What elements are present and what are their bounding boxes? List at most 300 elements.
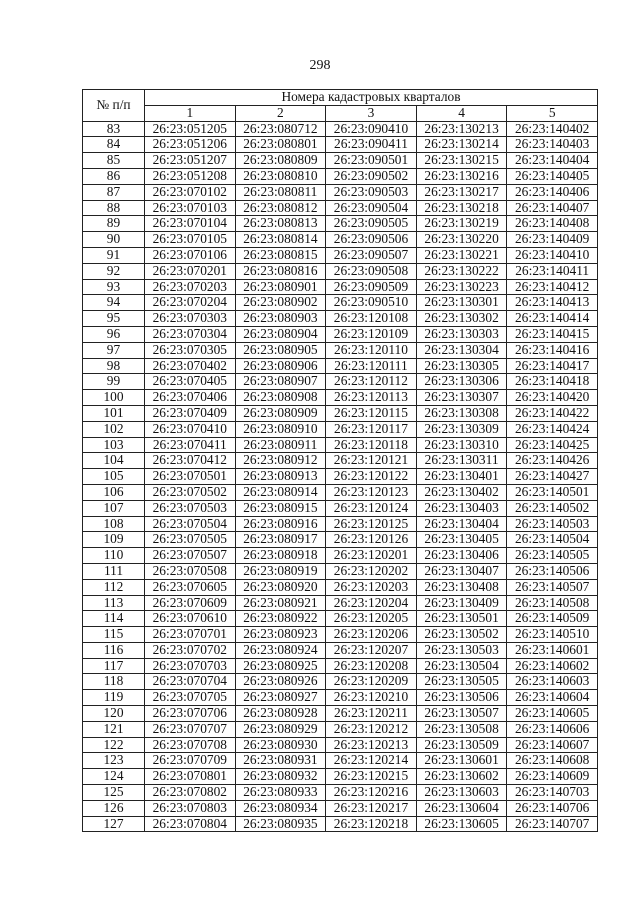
row-number-cell: 88	[83, 200, 145, 216]
cadastral-cell-4: 26:23:130404	[416, 516, 507, 532]
cadastral-cell-2: 26:23:080926	[235, 674, 326, 690]
cadastral-cell-5: 26:23:140407	[507, 200, 598, 216]
table-row	[83, 374, 598, 390]
cadastral-cell-2: 26:23:080933	[235, 785, 326, 801]
cadastral-cell-2: 26:23:080916	[235, 516, 326, 532]
table-row	[83, 437, 598, 453]
cadastral-cell-5: 26:23:140427	[507, 469, 598, 485]
table-row	[83, 642, 598, 658]
cadastral-cell-5: 26:23:140607	[507, 737, 598, 753]
cadastral-cell-3: 26:23:120206	[326, 627, 417, 643]
cadastral-cell-3: 26:23:090509	[326, 279, 417, 295]
row-number-cell: 85	[83, 153, 145, 169]
cadastral-cell-5: 26:23:140505	[507, 548, 598, 564]
cadastral-cell-2: 26:23:080928	[235, 706, 326, 722]
cadastral-cell-3: 26:23:120205	[326, 611, 417, 627]
cadastral-cell-4: 26:23:130218	[416, 200, 507, 216]
cadastral-cell-4: 26:23:130601	[416, 753, 507, 769]
cadastral-cell-3: 26:23:120121	[326, 453, 417, 469]
table-row	[83, 484, 598, 500]
cadastral-cell-4: 26:23:130216	[416, 168, 507, 184]
cadastral-cell-4: 26:23:130406	[416, 548, 507, 564]
cadastral-cell-1: 26:23:070411	[145, 437, 236, 453]
table-row	[83, 232, 598, 248]
cadastral-cell-2: 26:23:080917	[235, 532, 326, 548]
cadastral-cell-4: 26:23:130604	[416, 800, 507, 816]
cadastral-cell-3: 26:23:120202	[326, 563, 417, 579]
table-row	[83, 721, 598, 737]
cadastral-cell-4: 26:23:130311	[416, 453, 507, 469]
header-column-3: 3	[326, 105, 417, 121]
cadastral-cell-4: 26:23:130408	[416, 579, 507, 595]
cadastral-cell-3: 26:23:120204	[326, 595, 417, 611]
cadastral-cell-2: 26:23:080932	[235, 769, 326, 785]
row-number-cell: 107	[83, 500, 145, 516]
cadastral-cell-2: 26:23:080901	[235, 279, 326, 295]
cadastral-cell-1: 26:23:070801	[145, 769, 236, 785]
row-number-cell: 86	[83, 168, 145, 184]
row-number-cell: 83	[83, 121, 145, 137]
table-row	[83, 548, 598, 564]
cadastral-cell-2: 26:23:080810	[235, 168, 326, 184]
cadastral-cell-1: 26:23:070203	[145, 279, 236, 295]
cadastral-cell-4: 26:23:130222	[416, 263, 507, 279]
cadastral-cell-5: 26:23:140418	[507, 374, 598, 390]
cadastral-cell-2: 26:23:080809	[235, 153, 326, 169]
cadastral-cell-3: 26:23:120201	[326, 548, 417, 564]
cadastral-cell-2: 26:23:080910	[235, 421, 326, 437]
table-row	[83, 690, 598, 706]
page-number: 298	[309, 58, 331, 73]
cadastral-cell-5: 26:23:140707	[507, 816, 598, 832]
cadastral-cell-1: 26:23:070802	[145, 785, 236, 801]
cadastral-cell-3: 26:23:090505	[326, 216, 417, 232]
row-number-cell: 109	[83, 532, 145, 548]
row-number-cell: 126	[83, 800, 145, 816]
cadastral-cell-5: 26:23:140422	[507, 405, 598, 421]
cadastral-cell-1: 26:23:070702	[145, 642, 236, 658]
cadastral-cell-2: 26:23:080919	[235, 563, 326, 579]
cadastral-cell-2: 26:23:080902	[235, 295, 326, 311]
table-row	[83, 611, 598, 627]
cadastral-cell-3: 26:23:120216	[326, 785, 417, 801]
cadastral-cell-1: 26:23:070705	[145, 690, 236, 706]
cadastral-cell-4: 26:23:130504	[416, 658, 507, 674]
cadastral-cell-1: 26:23:070609	[145, 595, 236, 611]
table-row	[83, 153, 598, 169]
cadastral-cell-2: 26:23:080935	[235, 816, 326, 832]
cadastral-cell-4: 26:23:130219	[416, 216, 507, 232]
table-row	[83, 200, 598, 216]
row-number-cell: 103	[83, 437, 145, 453]
cadastral-cell-3: 26:23:120110	[326, 342, 417, 358]
table-row	[83, 753, 598, 769]
cadastral-cell-3: 26:23:120209	[326, 674, 417, 690]
header-column-4: 4	[416, 105, 507, 121]
cadastral-table	[82, 89, 598, 832]
cadastral-cell-1: 26:23:070412	[145, 453, 236, 469]
cadastral-cell-3: 26:23:120210	[326, 690, 417, 706]
cadastral-cell-5: 26:23:140502	[507, 500, 598, 516]
cadastral-cell-1: 26:23:070105	[145, 232, 236, 248]
table-row	[83, 627, 598, 643]
cadastral-cell-3: 26:23:120217	[326, 800, 417, 816]
cadastral-cell-4: 26:23:130221	[416, 247, 507, 263]
row-number-cell: 105	[83, 469, 145, 485]
table-row	[83, 184, 598, 200]
cadastral-cell-3: 26:23:090510	[326, 295, 417, 311]
table-row	[83, 390, 598, 406]
table-row	[83, 358, 598, 374]
table-row	[83, 326, 598, 342]
cadastral-cell-4: 26:23:130503	[416, 642, 507, 658]
cadastral-cell-4: 26:23:130309	[416, 421, 507, 437]
table-row	[83, 737, 598, 753]
cadastral-cell-1: 26:23:070102	[145, 184, 236, 200]
cadastral-cell-5: 26:23:140425	[507, 437, 598, 453]
cadastral-cell-1: 26:23:070402	[145, 358, 236, 374]
cadastral-cell-4: 26:23:130220	[416, 232, 507, 248]
cadastral-cell-4: 26:23:130213	[416, 121, 507, 137]
cadastral-cell-1: 26:23:070706	[145, 706, 236, 722]
cadastral-cell-4: 26:23:130308	[416, 405, 507, 421]
cadastral-cell-3: 26:23:120112	[326, 374, 417, 390]
row-number-cell: 99	[83, 374, 145, 390]
cadastral-cell-1: 26:23:070104	[145, 216, 236, 232]
cadastral-cell-4: 26:23:130507	[416, 706, 507, 722]
cadastral-cell-2: 26:23:080909	[235, 405, 326, 421]
cadastral-cell-1: 26:23:051205	[145, 121, 236, 137]
cadastral-cell-3: 26:23:120218	[326, 816, 417, 832]
cadastral-cell-1: 26:23:070701	[145, 627, 236, 643]
table-row	[83, 706, 598, 722]
cadastral-cell-5: 26:23:140503	[507, 516, 598, 532]
cadastral-cell-5: 26:23:140409	[507, 232, 598, 248]
cadastral-cell-3: 26:23:090502	[326, 168, 417, 184]
cadastral-cell-2: 26:23:080912	[235, 453, 326, 469]
cadastral-cell-5: 26:23:140413	[507, 295, 598, 311]
cadastral-cell-3: 26:23:120203	[326, 579, 417, 595]
cadastral-cell-3: 26:23:090501	[326, 153, 417, 169]
cadastral-cell-5: 26:23:140411	[507, 263, 598, 279]
cadastral-cell-4: 26:23:130214	[416, 137, 507, 153]
cadastral-cell-4: 26:23:130605	[416, 816, 507, 832]
row-number-cell: 117	[83, 658, 145, 674]
cadastral-cell-3: 26:23:090507	[326, 247, 417, 263]
cadastral-cell-1: 26:23:070605	[145, 579, 236, 595]
header-group-title: Номера кадастровых кварталов	[145, 90, 598, 106]
table-row	[83, 121, 598, 137]
table-row	[83, 453, 598, 469]
row-number-cell: 121	[83, 721, 145, 737]
table-row	[83, 785, 598, 801]
cadastral-cell-1: 26:23:070502	[145, 484, 236, 500]
cadastral-cell-2: 26:23:080931	[235, 753, 326, 769]
cadastral-cell-5: 26:23:140414	[507, 311, 598, 327]
row-number-cell: 116	[83, 642, 145, 658]
cadastral-cell-2: 26:23:080906	[235, 358, 326, 374]
cadastral-cell-3: 26:23:120109	[326, 326, 417, 342]
cadastral-cell-1: 26:23:070707	[145, 721, 236, 737]
cadastral-cell-1: 26:23:070610	[145, 611, 236, 627]
cadastral-cell-3: 26:23:090504	[326, 200, 417, 216]
row-number-cell: 106	[83, 484, 145, 500]
cadastral-cell-3: 26:23:120108	[326, 311, 417, 327]
row-number-cell: 102	[83, 421, 145, 437]
cadastral-cell-5: 26:23:140410	[507, 247, 598, 263]
cadastral-cell-2: 26:23:080913	[235, 469, 326, 485]
cadastral-cell-5: 26:23:140504	[507, 532, 598, 548]
cadastral-cell-1: 26:23:070405	[145, 374, 236, 390]
cadastral-cell-1: 26:23:070201	[145, 263, 236, 279]
cadastral-cell-1: 26:23:070504	[145, 516, 236, 532]
row-number-cell: 127	[83, 816, 145, 832]
header-column-5: 5	[507, 105, 598, 121]
cadastral-cell-5: 26:23:140404	[507, 153, 598, 169]
cadastral-cell-5: 26:23:140501	[507, 484, 598, 500]
cadastral-cell-2: 26:23:080811	[235, 184, 326, 200]
table-row	[83, 595, 598, 611]
cadastral-cell-5: 26:23:140416	[507, 342, 598, 358]
cadastral-cell-5: 26:23:140426	[507, 453, 598, 469]
cadastral-cell-1: 26:23:070703	[145, 658, 236, 674]
cadastral-cell-5: 26:23:140609	[507, 769, 598, 785]
row-number-cell: 89	[83, 216, 145, 232]
cadastral-cell-1: 26:23:070204	[145, 295, 236, 311]
cadastral-cell-2: 26:23:080905	[235, 342, 326, 358]
cadastral-cell-3: 26:23:120207	[326, 642, 417, 658]
row-number-cell: 114	[83, 611, 145, 627]
row-number-cell: 101	[83, 405, 145, 421]
cadastral-cell-3: 26:23:120211	[326, 706, 417, 722]
cadastral-cell-3: 26:23:120213	[326, 737, 417, 753]
table-row	[83, 137, 598, 153]
cadastral-cell-2: 26:23:080816	[235, 263, 326, 279]
table-row	[83, 405, 598, 421]
cadastral-cell-2: 26:23:080915	[235, 500, 326, 516]
cadastral-cell-4: 26:23:130602	[416, 769, 507, 785]
row-number-cell: 92	[83, 263, 145, 279]
cadastral-cell-2: 26:23:080801	[235, 137, 326, 153]
row-number-cell: 118	[83, 674, 145, 690]
cadastral-cell-4: 26:23:130303	[416, 326, 507, 342]
cadastral-cell-3: 26:23:120215	[326, 769, 417, 785]
cadastral-cell-5: 26:23:140405	[507, 168, 598, 184]
row-number-cell: 95	[83, 311, 145, 327]
row-number-cell: 112	[83, 579, 145, 595]
cadastral-cell-1: 26:23:070409	[145, 405, 236, 421]
cadastral-cell-2: 26:23:080914	[235, 484, 326, 500]
cadastral-cell-3: 26:23:090506	[326, 232, 417, 248]
cadastral-cell-5: 26:23:140402	[507, 121, 598, 137]
cadastral-cell-2: 26:23:080929	[235, 721, 326, 737]
cadastral-cell-5: 26:23:140417	[507, 358, 598, 374]
cadastral-cell-1: 26:23:051207	[145, 153, 236, 169]
table-row	[83, 769, 598, 785]
cadastral-cell-4: 26:23:130501	[416, 611, 507, 627]
row-number-cell: 113	[83, 595, 145, 611]
row-number-cell: 94	[83, 295, 145, 311]
row-number-cell: 122	[83, 737, 145, 753]
table-row	[83, 658, 598, 674]
cadastral-cell-5: 26:23:140507	[507, 579, 598, 595]
cadastral-cell-4: 26:23:130306	[416, 374, 507, 390]
row-number-cell: 90	[83, 232, 145, 248]
table-row	[83, 563, 598, 579]
cadastral-cell-2: 26:23:080813	[235, 216, 326, 232]
cadastral-cell-5: 26:23:140602	[507, 658, 598, 674]
cadastral-cell-5: 26:23:140608	[507, 753, 598, 769]
cadastral-cell-3: 26:23:090410	[326, 121, 417, 137]
table-row	[83, 469, 598, 485]
cadastral-cell-4: 26:23:130403	[416, 500, 507, 516]
cadastral-cell-3: 26:23:120126	[326, 532, 417, 548]
cadastral-cell-1: 26:23:070508	[145, 563, 236, 579]
cadastral-cell-2: 26:23:080911	[235, 437, 326, 453]
cadastral-cell-5: 26:23:140509	[507, 611, 598, 627]
cadastral-cell-4: 26:23:130509	[416, 737, 507, 753]
cadastral-cell-1: 26:23:070803	[145, 800, 236, 816]
row-number-cell: 108	[83, 516, 145, 532]
cadastral-cell-1: 26:23:070507	[145, 548, 236, 564]
cadastral-cell-2: 26:23:080924	[235, 642, 326, 658]
cadastral-cell-4: 26:23:130506	[416, 690, 507, 706]
cadastral-cell-5: 26:23:140605	[507, 706, 598, 722]
cadastral-cell-2: 26:23:080907	[235, 374, 326, 390]
table-row	[83, 532, 598, 548]
cadastral-cell-3: 26:23:120208	[326, 658, 417, 674]
cadastral-cell-1: 26:23:051208	[145, 168, 236, 184]
cadastral-cell-2: 26:23:080934	[235, 800, 326, 816]
cadastral-cell-3: 26:23:120123	[326, 484, 417, 500]
cadastral-cell-4: 26:23:130217	[416, 184, 507, 200]
cadastral-cell-1: 26:23:070106	[145, 247, 236, 263]
cadastral-cell-1: 26:23:070708	[145, 737, 236, 753]
cadastral-cell-2: 26:23:080920	[235, 579, 326, 595]
cadastral-cell-5: 26:23:140601	[507, 642, 598, 658]
cadastral-cell-5: 26:23:140510	[507, 627, 598, 643]
cadastral-cell-4: 26:23:130508	[416, 721, 507, 737]
table-row	[83, 816, 598, 832]
cadastral-cell-5: 26:23:140406	[507, 184, 598, 200]
cadastral-cell-1: 26:23:070804	[145, 816, 236, 832]
row-number-cell: 110	[83, 548, 145, 564]
cadastral-cell-2: 26:23:080921	[235, 595, 326, 611]
cadastral-cell-4: 26:23:130304	[416, 342, 507, 358]
table-row	[83, 311, 598, 327]
header-column-2: 2	[235, 105, 326, 121]
row-number-cell: 111	[83, 563, 145, 579]
cadastral-cell-2: 26:23:080712	[235, 121, 326, 137]
cadastral-cell-4: 26:23:130401	[416, 469, 507, 485]
table-row	[83, 279, 598, 295]
table-row	[83, 168, 598, 184]
cadastral-cell-2: 26:23:080815	[235, 247, 326, 263]
cadastral-cell-4: 26:23:130310	[416, 437, 507, 453]
cadastral-cell-4: 26:23:130603	[416, 785, 507, 801]
cadastral-cell-4: 26:23:130215	[416, 153, 507, 169]
row-number-cell: 100	[83, 390, 145, 406]
cadastral-cell-4: 26:23:130301	[416, 295, 507, 311]
table-header	[83, 90, 598, 122]
table-row	[83, 674, 598, 690]
cadastral-cell-4: 26:23:130305	[416, 358, 507, 374]
cadastral-cell-5: 26:23:140506	[507, 563, 598, 579]
cadastral-cell-1: 26:23:070305	[145, 342, 236, 358]
cadastral-cell-2: 26:23:080908	[235, 390, 326, 406]
row-number-cell: 124	[83, 769, 145, 785]
cadastral-cell-3: 26:23:120111	[326, 358, 417, 374]
table-row	[83, 500, 598, 516]
cadastral-cell-4: 26:23:130407	[416, 563, 507, 579]
cadastral-cell-3: 26:23:120122	[326, 469, 417, 485]
table-row	[83, 295, 598, 311]
row-number-cell: 87	[83, 184, 145, 200]
cadastral-cell-2: 26:23:080927	[235, 690, 326, 706]
cadastral-cell-2: 26:23:080922	[235, 611, 326, 627]
cadastral-cell-4: 26:23:130409	[416, 595, 507, 611]
table-row	[83, 421, 598, 437]
cadastral-cell-5: 26:23:140603	[507, 674, 598, 690]
cadastral-cell-2: 26:23:080812	[235, 200, 326, 216]
cadastral-cell-4: 26:23:130505	[416, 674, 507, 690]
cadastral-cell-1: 26:23:070406	[145, 390, 236, 406]
cadastral-cell-4: 26:23:130302	[416, 311, 507, 327]
cadastral-cell-5: 26:23:140408	[507, 216, 598, 232]
row-number-cell: 123	[83, 753, 145, 769]
table-row	[83, 800, 598, 816]
row-number-cell: 120	[83, 706, 145, 722]
cadastral-cell-4: 26:23:130402	[416, 484, 507, 500]
row-number-cell: 125	[83, 785, 145, 801]
cadastral-cell-3: 26:23:120125	[326, 516, 417, 532]
header-column-1: 1	[145, 105, 236, 121]
row-number-cell: 93	[83, 279, 145, 295]
cadastral-cell-3: 26:23:120212	[326, 721, 417, 737]
cadastral-cell-5: 26:23:140706	[507, 800, 598, 816]
row-number-cell: 84	[83, 137, 145, 153]
cadastral-cell-3: 26:23:120124	[326, 500, 417, 516]
cadastral-cell-3: 26:23:120214	[326, 753, 417, 769]
cadastral-cell-3: 26:23:090503	[326, 184, 417, 200]
table-row	[83, 247, 598, 263]
cadastral-cell-5: 26:23:140508	[507, 595, 598, 611]
cadastral-cell-2: 26:23:080814	[235, 232, 326, 248]
cadastral-cell-5: 26:23:140604	[507, 690, 598, 706]
cadastral-cell-3: 26:23:120113	[326, 390, 417, 406]
row-number-cell: 98	[83, 358, 145, 374]
cadastral-cell-5: 26:23:140415	[507, 326, 598, 342]
cadastral-cell-1: 26:23:051206	[145, 137, 236, 153]
cadastral-cell-2: 26:23:080904	[235, 326, 326, 342]
row-number-cell: 97	[83, 342, 145, 358]
row-number-cell: 96	[83, 326, 145, 342]
table-row	[83, 342, 598, 358]
header-row-number: № п/п	[83, 90, 145, 122]
table-row	[83, 263, 598, 279]
cadastral-cell-1: 26:23:070505	[145, 532, 236, 548]
cadastral-cell-1: 26:23:070501	[145, 469, 236, 485]
cadastral-cell-2: 26:23:080903	[235, 311, 326, 327]
cadastral-cell-1: 26:23:070709	[145, 753, 236, 769]
row-number-cell: 115	[83, 627, 145, 643]
cadastral-cell-3: 26:23:120115	[326, 405, 417, 421]
cadastral-cell-2: 26:23:080923	[235, 627, 326, 643]
table-row	[83, 216, 598, 232]
cadastral-cell-1: 26:23:070304	[145, 326, 236, 342]
cadastral-cell-3: 26:23:090411	[326, 137, 417, 153]
cadastral-cell-5: 26:23:140606	[507, 721, 598, 737]
